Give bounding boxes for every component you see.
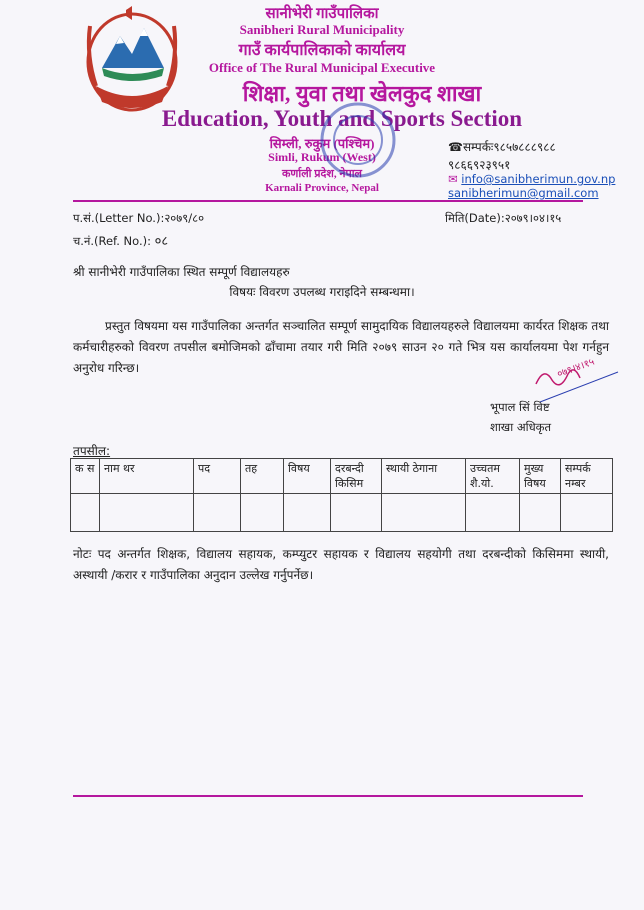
col-address: स्थायी ठेगाना [382,459,466,494]
office-name-np: गाउँ कार्यपालिकाको कार्यालय [238,42,406,59]
municipality-name-en: Sanibheri Rural Municipality [239,22,405,37]
section-name-np: शिक्षा, युवा तथा खेलकुद शाखा [242,81,482,106]
office-name-en: Office of The Rural Municipal Executive [208,60,436,75]
note: नोटः पद अन्तर्गत शिक्षक, विद्यालय सहायक, कम्प्युटर सहायक र विद्यालय सहयोगी तथा दरबन्दीको किसिममा स्थायी, अस्थायी /करार र गाउँपालिका अनुदान उल्लेख गर्नुपर्नेछ। [73,547,609,582]
email-official[interactable]: info@sanibherimun.gov.np [461,172,616,186]
letter-body: प्रस्तुत विषयमा यस गाउँपालिका अन्तर्गत सञ्चालित सम्पूर्ण सामुदायिक विद्यालयहरुले विद्यालयमा कार्यरत शिक्षक तथा कर्मचारीहरुको विवरण तपसील बमोजिमको ढाँचामा तयार गरी मिति २०७९ साउन २० गते भित्र यस कार्यालयमा पेश गर्नहुन अनुरोध गरिन्छ। [73,319,609,375]
section-name-en: Education, Youth and Sports Section [161,106,523,131]
mail-icon: ✉ [448,172,458,186]
col-main-subject: मुख्य विषय [520,459,561,494]
col-post: पद [194,459,241,494]
ref-number-label: च.नं.(Ref. No.): [73,234,152,248]
subject: विषयः विवरण उपलब्ध गराइदिने सम्बन्धमा। [229,285,415,299]
col-contact: सम्पर्क नम्बर [561,459,613,494]
ref-number-value: ०८ [154,234,169,249]
phone-secondary: ९८६६९२३९५१ [448,158,511,172]
col-subject: विषय [284,459,331,494]
table-header-row [71,459,613,494]
table-title: तपसील: [73,444,111,458]
footer-divider [73,795,583,797]
municipality-name-np: सानीभेरी गाउँपालिका [265,6,379,22]
details-table [70,458,613,532]
signature-date: ०७९।४।१५ [555,356,597,381]
letter-date: मिति(Date):२०७९।०४।१५ [445,211,562,225]
office-stamp [318,100,398,180]
col-level: तह [241,459,284,494]
phone-primary: ☎सम्पर्कः९८५७८८८९८८ [448,140,556,154]
signer-title: शाखा अधिकृत [490,420,552,434]
province-np: कर्णाली प्रदेश, नेपाल [281,168,363,180]
place-np: सिम्ली, रुकुम (पश्चिम) [269,136,375,151]
province-en: Karnali Province, Nepal [265,182,379,194]
col-serial: क स [71,459,100,494]
col-position-type: दरबन्दी किसिम [331,459,382,494]
recipient: श्री सानीभेरी गाउँपालिका स्थित सम्पूर्ण विद्यालयहरु [73,265,290,279]
email-gmail[interactable]: sanibherimun@gmail.com [448,186,599,200]
signer-name: भूपाल सिं विष्ट [490,400,550,414]
col-name: नाम थर [100,459,194,494]
letter-number: प.सं.(Letter No.):२०७९/८० [73,211,205,225]
col-qualification: उच्चतम शै.यो. [466,459,520,494]
place-en: Simli, Rukum (West) [268,150,376,164]
table-row [71,494,613,532]
header-divider [73,200,583,202]
